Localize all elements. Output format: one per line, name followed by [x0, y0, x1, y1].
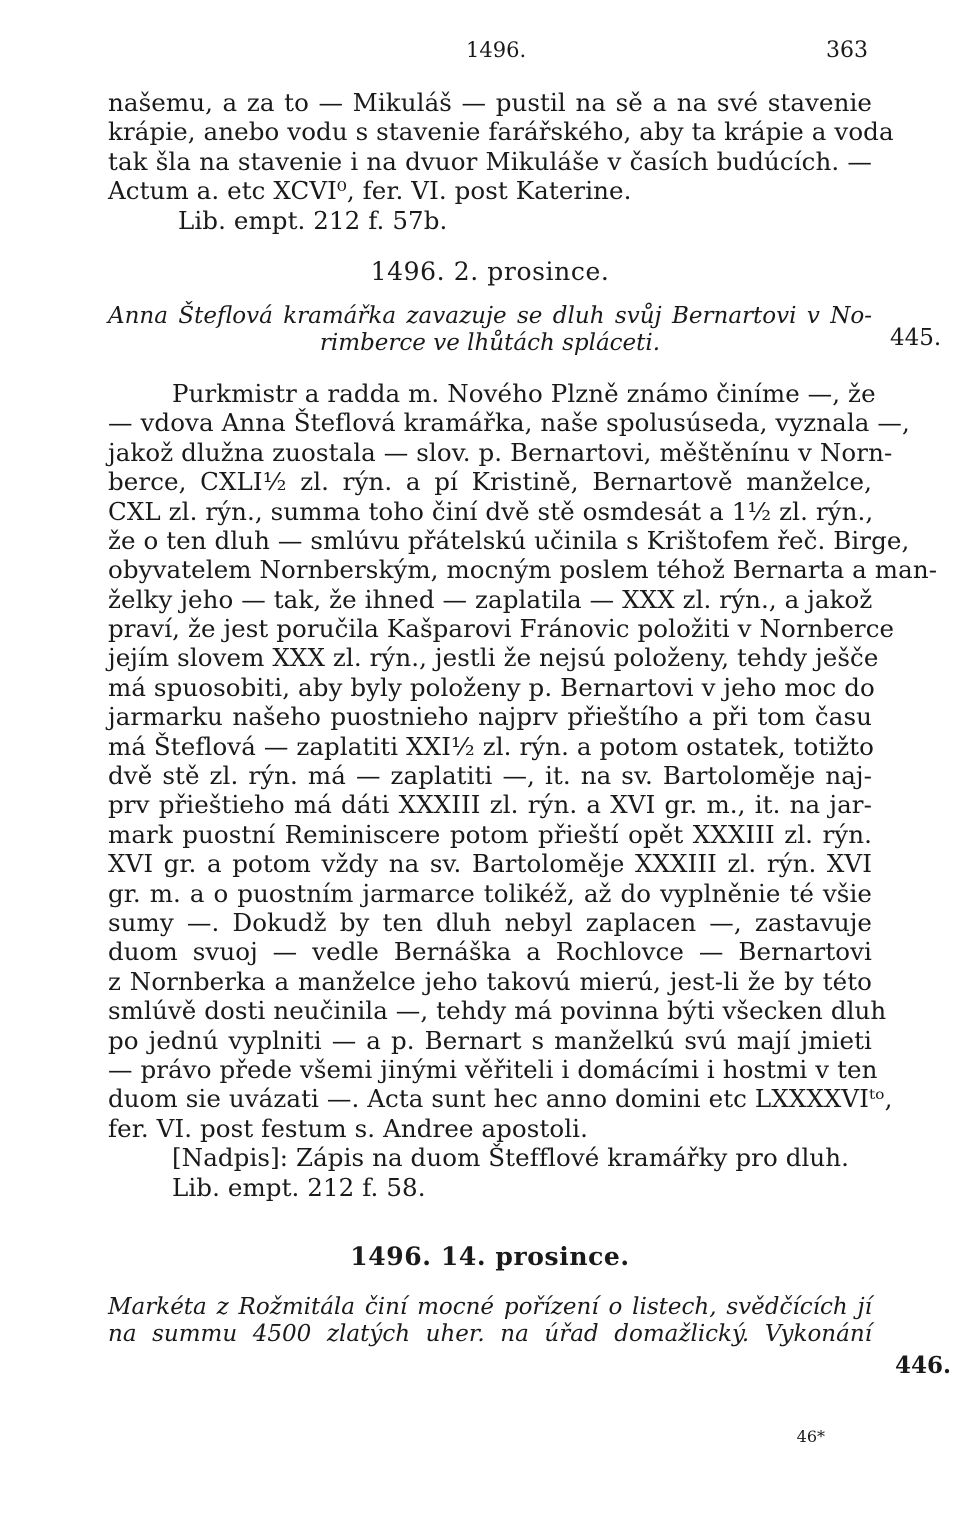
printer-signature-mark: 46* [796, 1427, 825, 1446]
entry-date-heading: 1496. 2. prosince. [370, 256, 610, 286]
text-line: Actum a. etc XCVI⁰, fer. VI. post Katerine. [108, 176, 632, 206]
text-line: XVI gr. a potom vždy na sv. Bartoloměje XXXIII zl. rýn. XVI [108, 849, 872, 879]
entry-date-heading: 1496. 14. prosince. [350, 1241, 630, 1271]
text-line: smlúvě dosti neučinila —, tehdy má povinna býti všecken dluh [108, 996, 887, 1026]
text-line: fer. VI. post festum s. Andree apostoli. [108, 1113, 589, 1143]
text-line: krápie, anebo vodu s stavenie farářského, aby ta krápie a voda [108, 117, 894, 147]
text-line: dvě stě zl. rýn. má — zaplatiti —, it. na sv. Bartoloměje naj- [108, 761, 872, 791]
source-reference: Lib. empt. 212 f. 58. [172, 1172, 426, 1202]
text-line: duom sie uvázati —. Acta sunt hec anno domini etc LXXXXVIᵗᵒ, [108, 1084, 893, 1114]
margin-entry-number-446: 446. [895, 1352, 952, 1379]
entry-446 [108, 1242, 872, 1348]
text-line: z Nornberka a manželce jeho takovú mierú, jest-li že by této [108, 966, 872, 996]
text-line: jarmarku našeho puostnieho najprv přieštího a při tom času [108, 702, 872, 732]
entry-summary-line: rimberce ve lhůtách spláceti. [319, 329, 661, 356]
text-line: má spuosobiti, aby byly položeny p. Bernartovi v jeho moc do [108, 672, 875, 702]
inscription-line: [Nadpis]: Zápis na duom Štefflové kramářky pro dluh. [172, 1143, 850, 1173]
entry-summary-line: Anna Šteflová kramářka zavazuje se dluh svůj Bernartovi v No- [108, 302, 872, 329]
source-reference: Lib. empt. 212 f. 57b. [178, 205, 448, 235]
text-line: sumy —. Dokudž by ten dluh nebyl zaplacen —, zastavuje [108, 907, 872, 937]
text-line: obyvatelem Nornberským, mocným poslem téhož Bernarta a man- [108, 555, 938, 585]
page-number: 363 [826, 38, 868, 63]
text-line: duom svuoj — vedle Bernáška a Rochlovce — Bernartovi [108, 937, 872, 967]
text-line: tak šla na stavenie i na dvuor Mikuláše v časích budúcích. — [108, 146, 872, 176]
text-line: želky jeho — tak, že ihned — zaplatila — XXX zl. rýn., a jakož [108, 584, 873, 614]
entry-summary-line: na summu 4500 zlatých uher. na úřad domažlický. Vykonání [108, 1320, 872, 1347]
text-line: — vdova Anna Šteflová kramářka, naše spolusúseda, vyznala —, [108, 408, 910, 438]
text-line: prv přieštieho má dáti XXXIII zl. rýn. a XVI gr. m., it. na jar- [108, 790, 872, 820]
page-header [108, 38, 868, 70]
entry-summary-line: Markéta z Rožmitála činí mocné pořízení o listech, svědčících jí [108, 1293, 872, 1320]
text-line: Purkmistr a radda m. Nového Plzně známo činíme —, že [172, 378, 876, 408]
text-line: má Šteflová — zaplatiti XXI½ zl. rýn. a potom ostatek, totižto [108, 731, 875, 761]
text-line: po jednú vyplniti — a p. Bernart s manželkú svú mají jmieti [108, 1025, 872, 1055]
text-line: gr. m. a o puostním jarmarce tolikéž, až do vyplněnie té všie [108, 878, 872, 908]
text-line: praví, že jest poručila Kašparovi Fránovic položiti v Nornberce [108, 614, 895, 644]
entry-body [108, 378, 938, 1202]
margin-entry-number-445: 445. [890, 325, 942, 351]
page-header-year: 1496. [466, 38, 527, 62]
opening-paragraph [108, 88, 894, 235]
text-line: berce, CXLI½ zl. rýn. a pí Kristině, Bernartově manželce, [108, 467, 872, 497]
text-line: jakož dlužna zuostala — slov. p. Bernartovi, měštěnínu v Norn- [108, 437, 893, 467]
text-line: CXL zl. rýn., summa toho činí dvě stě osmdesát a 1½ zl. rýn., [108, 496, 874, 526]
text-line: našemu, a za to — Mikuláš — pustil na sě a na své stavenie [108, 88, 872, 117]
text-line: mark puostní Reminiscere potom přieští opět XXXIII zl. rýn. [108, 819, 872, 849]
text-line: jejím slovem XXX zl. rýn., jestli že nejsú položeny, tehdy ješče [108, 643, 879, 673]
text-line: — právo přede všemi jinými věřiteli i domácími i hostmi v ten [108, 1054, 878, 1084]
text-line: že o ten dluh — smlúvu přátelskú učinila s Krištofem řeč. Birge, [108, 525, 910, 555]
